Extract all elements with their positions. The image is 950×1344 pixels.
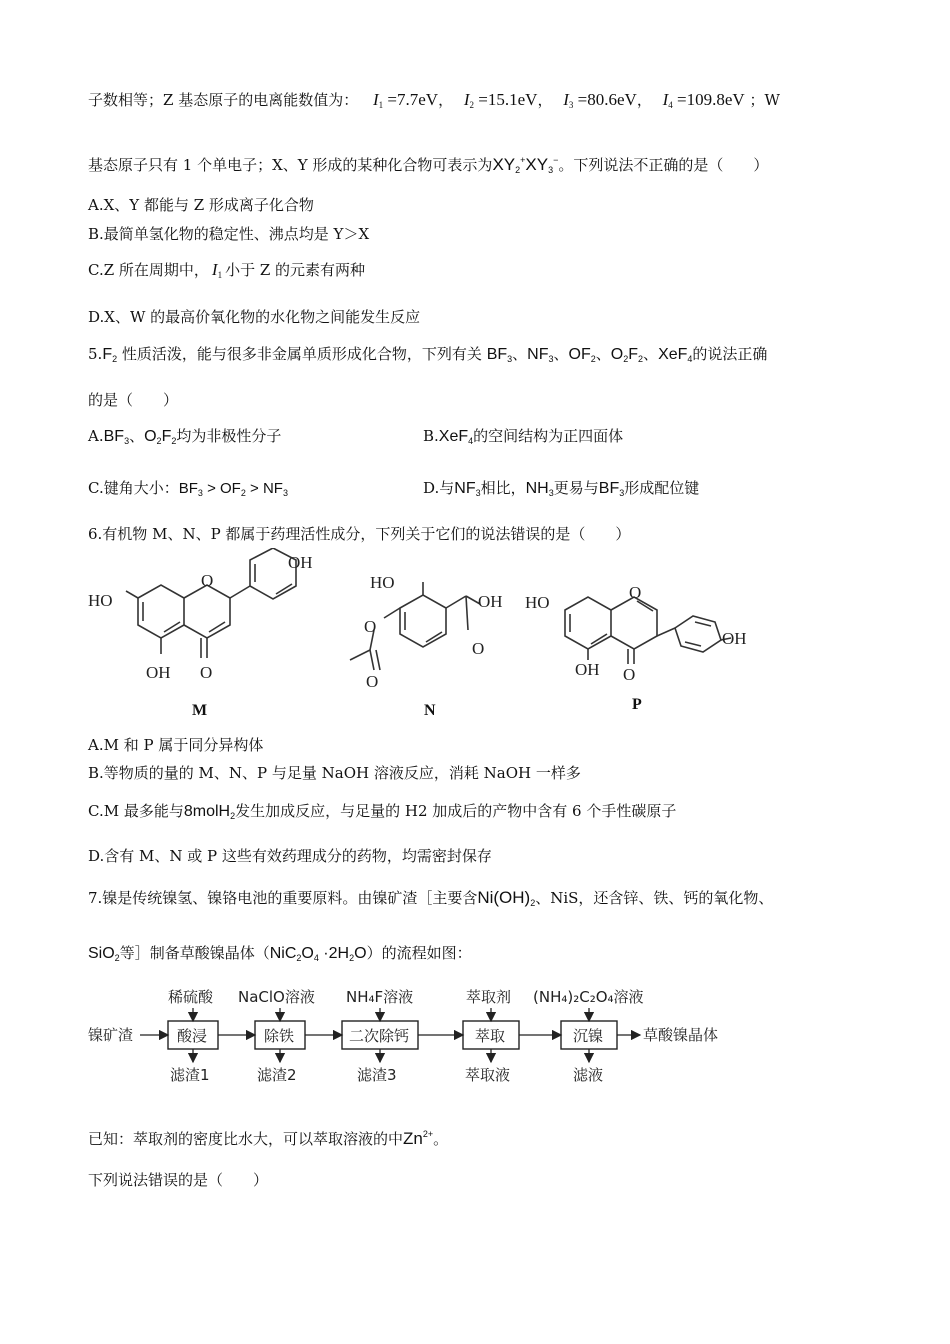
- flow-residue-4: 萃取液: [465, 1066, 511, 1084]
- q7-note: 已知：萃取剂的密度比水大，可以萃取溶液的中$Zn^{2+}$。: [88, 1129, 449, 1148]
- q7-stem-line2: SiO$_2$等］制备草酸镍晶体$(NiC_2O_4 \cdot 2H_2O)$的流程如图：: [88, 944, 472, 963]
- flow-start: 镍矿渣: [88, 1026, 134, 1044]
- mol-n-carbonyl-o: O: [366, 672, 379, 690]
- q6-option-d: D.含有 M、N 或 P 这些有效药理成分的药物，均需密封保存: [88, 847, 492, 865]
- flow-reagent-4: 萃取剂: [466, 988, 512, 1006]
- mol-n-oh-label: OH: [478, 592, 503, 611]
- q6-option-b: B.等物质的量的 M、N、P 与足量 NaOH 溶液反应，消耗 NaOH 一样多: [88, 764, 581, 782]
- q5-stem-line2: 的是（ ）: [88, 391, 179, 409]
- q5-option-d: D.与$NF_3$相比，$NH_3$更易与$BF_3$形成配位键: [423, 479, 700, 498]
- q7-flow-diagram: [88, 988, 748, 1088]
- mol-m-ho-label: HO: [88, 591, 113, 610]
- q6-option-a: A.M 和 P 属于同分异构体: [88, 736, 264, 754]
- molecule-m-structure: [88, 548, 328, 698]
- molecule-n-label: N: [424, 702, 436, 719]
- flow-reagent-5: (NH₄)₂C₂O₄溶液: [533, 988, 644, 1006]
- flow-step-3: 二次除钙: [349, 1027, 410, 1045]
- molecule-p-label: P: [632, 696, 642, 713]
- mol-m-oh-bottom: OH: [146, 663, 171, 682]
- mol-n-acid-o: O: [472, 639, 485, 658]
- q6-stem: 6.有机物 M、N、P 都属于药理活性成分，下列关于它们的说法错误的是（ ）: [88, 525, 631, 543]
- flow-step-5: 沉镍: [573, 1027, 604, 1045]
- flow-product: 草酸镍晶体: [643, 1026, 719, 1044]
- q7-question: 下列说法错误的是（ ）: [88, 1171, 269, 1189]
- flow-residue-5: 滤液: [573, 1066, 604, 1084]
- q4-line1: 子数相等；Z 基态原子的电离能数值为： $I_1 =7.7eV$， $I_2 =15.1eV$， $I_3 =80.6eV$， $I_4 =109.8eV$ ；W: [88, 90, 780, 110]
- q6-option-c: C.M 最多能与8molH$_2$发生加成反应，与足量的 H2 加成后的产物中含有 6 个手性碳原子: [88, 802, 677, 821]
- formula-xy2-xy3: $XY_2^+XY_3^-$: [492, 155, 559, 175]
- q5-option-a: $A.BF_3$、$O_2F_2$均为非极性分子: [88, 427, 282, 446]
- flow-step-1: 酸浸: [177, 1027, 208, 1045]
- mol-m-ring-o: O: [201, 571, 214, 590]
- flow-residue-3: 滤渣3: [357, 1066, 397, 1084]
- mol-m-carbonyl-o: O: [200, 663, 213, 682]
- flow-reagent-1: 稀硫酸: [168, 988, 214, 1006]
- q4-option-d: D.X、W 的最高价氧化物的水化物之间能发生反应: [88, 308, 421, 326]
- mol-n-ho-label: HO: [370, 573, 395, 592]
- mol-p-oh-right: OH: [722, 629, 747, 648]
- q4-option-b: B.最简单氢化物的稳定性、沸点均是 Y＞X: [88, 225, 370, 243]
- molecule-p-structure: [525, 578, 750, 698]
- q4-line2: 基态原子只有 1 个单电子；X、Y 形成的某种化合物可表示为$XY_2^+XY_3^-$。下列说法不正确的是（ ）: [88, 155, 769, 175]
- mol-m-oh-top: OH: [288, 553, 313, 572]
- q4-option-a: A.X、Y 都能与 Z 形成离子化合物: [88, 196, 314, 214]
- mol-p-oh-bottom: OH: [575, 660, 600, 679]
- q5-option-b: B.XeF$_4$的空间结构为正四面体: [423, 427, 624, 446]
- q5-option-c: C.键角大小：$BF_3 > OF_2 > NF_3$: [88, 479, 288, 498]
- flow-reagent-3: NH₄F溶液: [346, 988, 414, 1006]
- molecule-n-structure: [340, 570, 520, 690]
- q7-stem-line1: 7.镍是传统镍氢、镍铬电池的重要原料。由镍矿渣［主要含$Ni(OH)_2$、NiS，还含锌、铁、钙的氧化物、: [88, 888, 774, 908]
- flow-reagent-2: NaClO溶液: [238, 988, 315, 1006]
- flow-residue-1: 滤渣1: [170, 1066, 210, 1084]
- molecule-m-label: M: [192, 702, 208, 719]
- q4-option-c: C.Z 所在周期中， $I_1$ 小于 Z 的元素有两种: [88, 260, 366, 280]
- q5-stem-line1: $5.F_2$ 性质活泼，能与很多非金属单质形成化合物，下列有关 $BF_3$、$NF_3$、$OF_2$、$O_2F_2$、XeF$_4$的说法正确: [88, 345, 768, 364]
- flow-residue-2: 滤渣2: [257, 1066, 297, 1084]
- mol-n-ester-o: O: [364, 617, 377, 636]
- mol-p-carbonyl-o: O: [623, 665, 636, 684]
- flow-step-2: 除铁: [264, 1027, 295, 1045]
- mol-p-ring-o: O: [629, 583, 642, 602]
- flow-step-4: 萃取: [475, 1027, 506, 1045]
- mol-p-ho-label: HO: [525, 593, 550, 612]
